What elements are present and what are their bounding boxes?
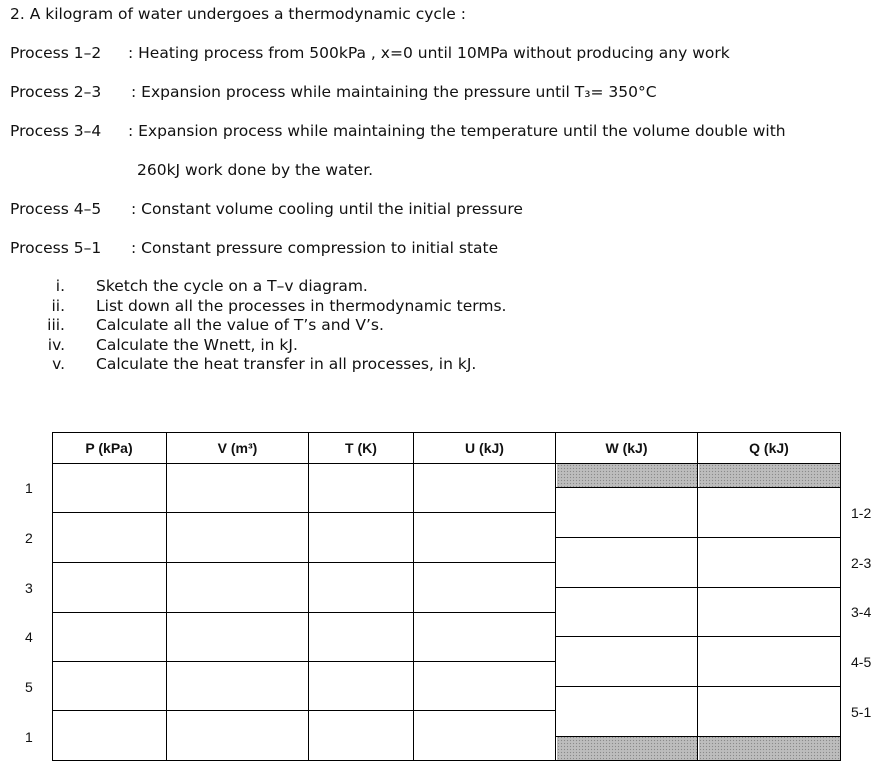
header-temperature: T (K) [345,440,377,456]
state-label: 3 [25,580,33,596]
table-row-divider [556,686,841,687]
process-label: 3-4 [851,604,872,620]
process-label: 4-5 [851,654,872,670]
table-row-divider [556,760,841,761]
table-row-divider [52,661,556,662]
process-label: 2-3 [851,555,872,571]
table-row-divider [556,636,841,637]
header-pressure: P (kPa) [85,440,133,456]
table-row-divider [52,612,556,613]
process-desc-3-4: : Expansion process while maintaining the temperature until the volume double with [128,122,786,140]
state-label: 4 [25,629,33,645]
shaded-cell [699,736,840,760]
table-row-divider [556,487,841,488]
task-text: Sketch the cycle on a T–v diagram. [96,277,368,295]
header-work: W (kJ) [605,440,648,456]
task-text: Calculate the Wnett, in kJ. [96,336,298,354]
header-heat: Q (kJ) [749,440,789,456]
header-internal-energy: U (kJ) [465,440,504,456]
process-label: 1-2 [851,505,872,521]
table-row-divider [52,562,556,563]
table-column-divider [166,432,167,761]
state-label: 1 [25,480,33,496]
task-number: ii. [51,297,65,315]
table-column-divider [697,432,698,761]
table-row-divider [52,760,556,761]
table-column-divider [555,432,556,761]
task-text: Calculate all the value of T’s and V’s. [96,316,384,334]
task-text: Calculate the heat transfer in all processes, in kJ. [96,355,477,373]
state-label: 1 [25,729,33,745]
table-column-divider [413,432,414,761]
process-name-1-2: Process 1–2 [10,44,102,62]
table-row-divider [556,587,841,588]
shaded-cell [557,464,697,487]
question-heading: 2. A kilogram of water undergoes a thermodynamic cycle : [10,5,466,23]
process-name-3-4: Process 3–4 [10,122,102,140]
process-name-2-3: Process 2–3 [10,83,102,101]
table-row-divider [556,537,841,538]
table-row-divider [52,512,556,513]
process-desc-1-2: : Heating process from 500kPa , x=0 until 10MPa without producing any work [128,44,730,62]
process-desc-3-4-continued: 260kJ work done by the water. [137,161,374,179]
process-desc-4-5: : Constant volume cooling until the initial pressure [131,200,523,218]
shaded-cell [557,736,697,760]
header-volume: V (m³) [217,440,258,456]
task-number: iv. [47,336,65,354]
shaded-cell [699,464,840,487]
table-border [52,432,841,433]
process-desc-2-3: : Expansion process while maintaining the pressure until T₃= 350°C [131,83,657,101]
process-desc-5-1: : Constant pressure compression to initial state [131,239,499,257]
table-row-divider [556,736,841,737]
task-number: i. [55,277,65,295]
process-label: 5-1 [851,704,872,720]
task-text: List down all the processes in thermodynamic terms. [96,297,507,315]
task-number: iii. [47,316,65,334]
table-border [52,432,53,761]
process-name-4-5: Process 4–5 [10,200,102,218]
table-row-divider [52,710,556,711]
table-border [52,463,841,464]
state-label: 5 [25,679,33,695]
table-border [840,432,841,761]
process-name-5-1: Process 5–1 [10,239,102,257]
task-number: v. [52,355,65,373]
state-label: 2 [25,530,33,546]
table-column-divider [308,432,309,761]
